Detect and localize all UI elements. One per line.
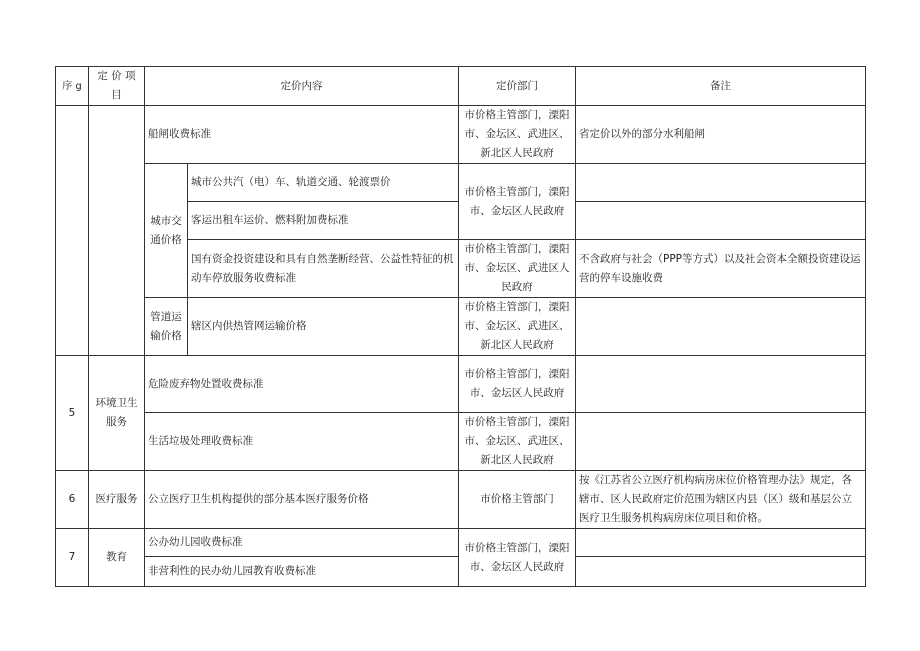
row-item: 环境卫生服务	[89, 356, 145, 471]
content-cell: 国有资金投资建设和具有自然垄断经营、公益性特征的机动车停放服务收费标准	[188, 240, 459, 298]
remark-cell	[576, 413, 866, 471]
content-cell: 船闸收费标准	[145, 106, 459, 164]
remark-cell: 按《江苏省公立医疗机构病房床位价格管理办法》规定，各辖市、区人民政府定价范围为辖区内县（区）级和基层公立医疗卫生服务机构病房床位项目和价格。	[576, 471, 866, 529]
content-cell: 非营利性的民办幼儿园教育收费标准	[145, 557, 459, 587]
remark-cell	[576, 529, 866, 557]
remark-cell	[576, 557, 866, 587]
content-cell: 客运出租车运价、燃料附加费标准	[188, 202, 459, 240]
dept-cell: 市价格主管部门，溧阳市、金坛区、武进区、新北区人民政府	[459, 106, 576, 164]
header-content: 定价内容	[145, 67, 459, 106]
dept-cell: 市价格主管部门	[459, 471, 576, 529]
dept-cell: 市价格主管部门，溧阳市、金坛区人民政府	[459, 356, 576, 413]
dept-cell: 市价格主管部门，溧阳市、金坛区、武进区、新北区人民政府	[459, 413, 576, 471]
row-no: 5	[56, 356, 89, 471]
table-row	[56, 106, 866, 164]
table-row	[56, 413, 866, 471]
subcategory-pipeline: 管道运输价格	[145, 298, 188, 356]
remark-cell	[576, 164, 866, 202]
row-item: 医疗服务	[89, 471, 145, 529]
header-remark: 备注	[576, 67, 866, 106]
table-row	[56, 356, 866, 413]
table-header-row	[56, 67, 866, 106]
header-dept: 定价部门	[459, 67, 576, 106]
dept-cell: 市价格主管部门，溧阳市、金坛区、武进区人民政府	[459, 240, 576, 298]
dept-cell: 市价格主管部门，溧阳市、金坛区人民政府	[459, 529, 576, 587]
table-row	[56, 164, 866, 202]
row-no: 6	[56, 471, 89, 529]
content-cell: 生活垃圾处理收费标准	[145, 413, 459, 471]
subcategory-urban-transport: 城市交通价格	[145, 164, 188, 298]
row-item: 教育	[89, 529, 145, 587]
table-row	[56, 529, 866, 557]
remark-cell	[576, 202, 866, 240]
content-cell: 公立医疗卫生机构提供的部分基本医疗服务价格	[145, 471, 459, 529]
content-cell: 城市公共汽（电）车、轨道交通、轮渡票价	[188, 164, 459, 202]
content-cell: 辖区内供热管网运输价格	[188, 298, 459, 356]
header-item: 定 价 项 目	[89, 67, 145, 106]
remark-cell: 省定价以外的部分水利船闸	[576, 106, 866, 164]
table-row	[56, 298, 866, 356]
content-cell: 公办幼儿园收费标准	[145, 529, 459, 557]
row-no-empty	[56, 106, 89, 356]
remark-cell	[576, 356, 866, 413]
dept-cell: 市价格主管部门，溧阳市、金坛区、武进区、新北区人民政府	[459, 298, 576, 356]
table-row	[56, 471, 866, 529]
header-no: 序 g	[56, 67, 89, 106]
remark-cell: 不含政府与社会（PPP等方式）以及社会资本全额投资建设运营的停车设施收费	[576, 240, 866, 298]
pricing-catalog-table	[55, 66, 866, 587]
row-item-empty	[89, 106, 145, 356]
content-cell: 危险废弃物处置收费标准	[145, 356, 459, 413]
dept-cell: 市价格主管部门，溧阳市、金坛区人民政府	[459, 164, 576, 240]
remark-cell	[576, 298, 866, 356]
row-no: 7	[56, 529, 89, 587]
